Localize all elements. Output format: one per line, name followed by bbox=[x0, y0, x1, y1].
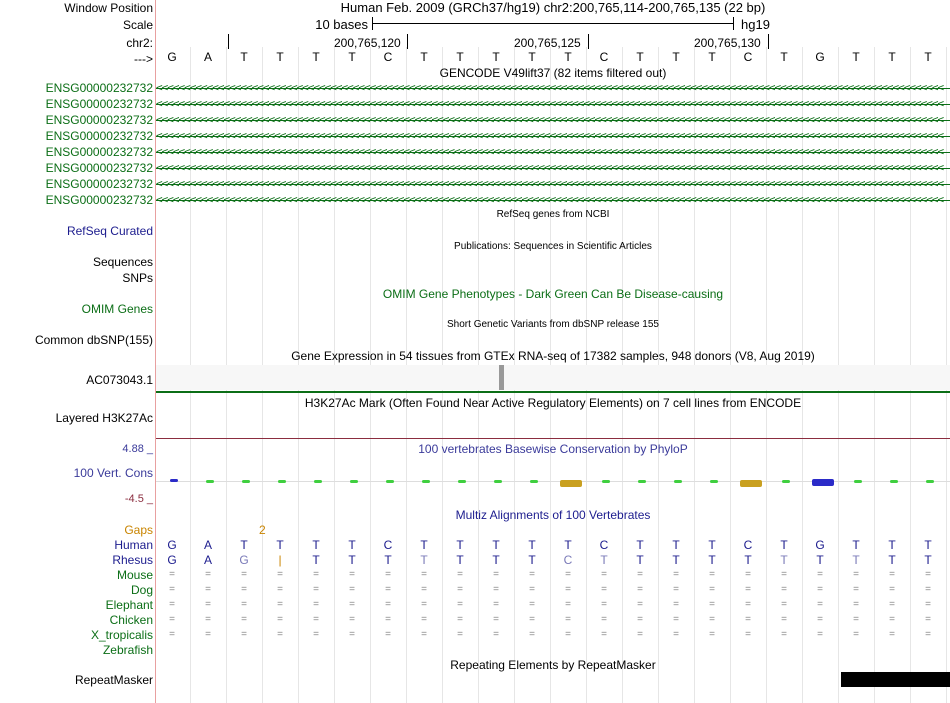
sequence-base: T bbox=[276, 50, 284, 64]
scale-label: Scale bbox=[122, 18, 153, 32]
aligned-match: = bbox=[169, 614, 175, 625]
aligned-match: = bbox=[853, 569, 859, 580]
gtex-bar[interactable] bbox=[499, 365, 504, 390]
gencode-strand-chevrons: <<<<<<<<<<<<<<<<<<<<<<<<<<<<<<<<<<<<<<<<<<<<<<<<<<<<<<<<<<<<<<<<<<<<<<<<<<<<<<<<<<<<<<<<<<<<<<<<<<<<<<<<<<<<<<<<<<<<<<<<<<<<<<<<<<<<<<<<<<<< bbox=[156, 194, 944, 206]
coord-1: 200,765,120 bbox=[334, 36, 401, 50]
phylop-score-mark bbox=[350, 480, 358, 483]
phylop-score-mark bbox=[890, 480, 898, 483]
ruler-tick bbox=[228, 34, 229, 49]
aligned-match: = bbox=[169, 569, 175, 580]
aligned-match: = bbox=[241, 569, 247, 580]
phylop-score-mark bbox=[278, 480, 286, 483]
aligned-match: = bbox=[241, 599, 247, 610]
aligned-match: = bbox=[529, 584, 535, 595]
scale-bar-right-tick bbox=[733, 17, 734, 30]
human-base: T bbox=[420, 538, 428, 552]
aligned-match: = bbox=[385, 614, 391, 625]
gencode-transcript-label[interactable]: ENSG00000232732 bbox=[45, 129, 153, 143]
sequence-base: C bbox=[599, 50, 609, 64]
phylop-score-mark bbox=[494, 480, 502, 483]
phylop-score-mark bbox=[674, 480, 682, 483]
aligned-match: = bbox=[493, 629, 499, 640]
human-base: T bbox=[780, 538, 788, 552]
aligned-match: = bbox=[277, 629, 283, 640]
aligned-match: = bbox=[313, 614, 319, 625]
species-label-human[interactable]: Human bbox=[114, 538, 153, 552]
aligned-match: = bbox=[889, 584, 895, 595]
rhesus-base: T bbox=[924, 553, 932, 567]
aligned-match: = bbox=[169, 584, 175, 595]
aligned-match: = bbox=[673, 569, 679, 580]
rhesus-base: T bbox=[744, 553, 752, 567]
h3k27ac-label[interactable]: Layered H3K27Ac bbox=[55, 411, 153, 425]
human-base: G bbox=[167, 538, 177, 552]
gtex-baseline bbox=[156, 391, 950, 393]
aligned-match: = bbox=[529, 614, 535, 625]
phylop-score-mark bbox=[602, 480, 610, 483]
aligned-match: = bbox=[817, 614, 823, 625]
gencode-strand-chevrons: <<<<<<<<<<<<<<<<<<<<<<<<<<<<<<<<<<<<<<<<<<<<<<<<<<<<<<<<<<<<<<<<<<<<<<<<<<<<<<<<<<<<<<<<<<<<<<<<<<<<<<<<<<<<<<<<<<<<<<<<<<<<<<<<<<<<<<<<<<<< bbox=[156, 114, 944, 126]
aligned-match: = bbox=[637, 569, 643, 580]
sequence-base: T bbox=[636, 50, 644, 64]
human-base: T bbox=[276, 538, 284, 552]
rhesus-base: T bbox=[420, 553, 428, 567]
aligned-match: = bbox=[853, 599, 859, 610]
sequence-base: T bbox=[672, 50, 680, 64]
human-base: T bbox=[240, 538, 248, 552]
rhesus-base: T bbox=[780, 553, 788, 567]
phylop-score-mark bbox=[422, 480, 430, 483]
gencode-transcript-label[interactable]: ENSG00000232732 bbox=[45, 81, 153, 95]
gencode-transcript-label[interactable]: ENSG00000232732 bbox=[45, 177, 153, 191]
aligned-match: = bbox=[853, 629, 859, 640]
phylop-score-mark bbox=[710, 480, 718, 483]
aligned-match: = bbox=[241, 629, 247, 640]
scale-assembly: hg19 bbox=[741, 17, 770, 32]
ruler-tick bbox=[768, 34, 769, 49]
aligned-match: = bbox=[673, 584, 679, 595]
aligned-match: = bbox=[421, 629, 427, 640]
dbsnp-label[interactable]: Common dbSNP(155) bbox=[34, 333, 153, 347]
aligned-match: = bbox=[349, 569, 355, 580]
phylop-score-mark bbox=[812, 479, 834, 486]
phylop-score-mark bbox=[242, 480, 250, 483]
strand-arrow-label: ---> bbox=[134, 52, 153, 66]
aligned-match: = bbox=[313, 599, 319, 610]
aligned-match: = bbox=[637, 599, 643, 610]
rhesus-base: T bbox=[636, 553, 644, 567]
aligned-match: = bbox=[709, 584, 715, 595]
phylop-score-mark bbox=[314, 480, 322, 483]
omim-label[interactable]: OMIM Genes bbox=[81, 302, 153, 316]
h3k27ac-baseline bbox=[156, 438, 950, 439]
aligned-match: = bbox=[457, 569, 463, 580]
phylop-max: 4.88 _ bbox=[122, 443, 153, 455]
coord-3: 200,765,130 bbox=[694, 36, 761, 50]
gencode-transcript-label[interactable]: ENSG00000232732 bbox=[45, 97, 153, 111]
gencode-transcript-label[interactable]: ENSG00000232732 bbox=[45, 113, 153, 127]
aligned-match: = bbox=[565, 614, 571, 625]
aligned-match: = bbox=[709, 614, 715, 625]
aligned-match: = bbox=[349, 584, 355, 595]
aligned-match: = bbox=[673, 614, 679, 625]
aligned-match: = bbox=[745, 629, 751, 640]
phylop-score-mark bbox=[740, 480, 762, 487]
aligned-match: = bbox=[853, 614, 859, 625]
human-base: T bbox=[924, 538, 932, 552]
repeatmasker-element[interactable] bbox=[841, 672, 950, 687]
phylop-score-mark bbox=[782, 480, 790, 483]
aligned-match: = bbox=[601, 614, 607, 625]
aligned-match: = bbox=[421, 599, 427, 610]
human-base: C bbox=[743, 538, 753, 552]
aligned-match: = bbox=[781, 584, 787, 595]
aligned-match: = bbox=[817, 569, 823, 580]
aligned-match: = bbox=[925, 614, 931, 625]
aligned-match: = bbox=[205, 569, 211, 580]
rhesus-base: T bbox=[384, 553, 392, 567]
aligned-match: = bbox=[637, 614, 643, 625]
refseq-label[interactable]: RefSeq Curated bbox=[66, 224, 153, 238]
phylop-score-mark bbox=[386, 480, 394, 483]
phylop-score-mark bbox=[854, 480, 862, 483]
aligned-match: = bbox=[385, 629, 391, 640]
human-base: T bbox=[564, 538, 572, 552]
aligned-match: = bbox=[241, 584, 247, 595]
aligned-match: = bbox=[673, 629, 679, 640]
aligned-match: = bbox=[889, 629, 895, 640]
coord-2: 200,765,125 bbox=[514, 36, 581, 50]
gencode-transcript-label[interactable]: ENSG00000232732 bbox=[45, 161, 153, 175]
publications-snps-label[interactable]: SNPs bbox=[122, 271, 153, 285]
window-position-value: Human Feb. 2009 (GRCh37/hg19) chr2:200,765,114-200,765,135 (22 bp) bbox=[340, 0, 766, 15]
aligned-match: = bbox=[925, 584, 931, 595]
human-base: T bbox=[852, 538, 860, 552]
human-base: T bbox=[492, 538, 500, 552]
aligned-match: = bbox=[493, 569, 499, 580]
human-base: T bbox=[708, 538, 716, 552]
sequence-base: T bbox=[312, 50, 320, 64]
aligned-match: = bbox=[421, 584, 427, 595]
gencode-strand-chevrons: <<<<<<<<<<<<<<<<<<<<<<<<<<<<<<<<<<<<<<<<<<<<<<<<<<<<<<<<<<<<<<<<<<<<<<<<<<<<<<<<<<<<<<<<<<<<<<<<<<<<<<<<<<<<<<<<<<<<<<<<<<<<<<<<<<<<<<<<<<<< bbox=[156, 82, 944, 94]
aligned-match: = bbox=[817, 629, 823, 640]
aligned-match: = bbox=[781, 614, 787, 625]
gtex-plot-area[interactable] bbox=[156, 365, 950, 390]
aligned-match: = bbox=[781, 629, 787, 640]
sequence-base: T bbox=[348, 50, 356, 64]
human-base: T bbox=[348, 538, 356, 552]
phylop-score-mark bbox=[638, 480, 646, 483]
publications-sequences-label[interactable]: Sequences bbox=[92, 255, 153, 269]
aligned-match: = bbox=[745, 569, 751, 580]
species-label-rhesus[interactable]: Rhesus bbox=[112, 553, 153, 567]
sequence-base: T bbox=[240, 50, 248, 64]
rhesus-base: T bbox=[816, 553, 824, 567]
phylop-min: -4.5 _ bbox=[124, 493, 153, 505]
aligned-match: = bbox=[817, 599, 823, 610]
publications-title: Publications: Sequences in Scientific Articles bbox=[454, 241, 652, 252]
aligned-match: = bbox=[889, 569, 895, 580]
aligned-match: = bbox=[457, 629, 463, 640]
sequence-base: T bbox=[888, 50, 896, 64]
gencode-strand-chevrons: <<<<<<<<<<<<<<<<<<<<<<<<<<<<<<<<<<<<<<<<<<<<<<<<<<<<<<<<<<<<<<<<<<<<<<<<<<<<<<<<<<<<<<<<<<<<<<<<<<<<<<<<<<<<<<<<<<<<<<<<<<<<<<<<<<<<<<<<<<<< bbox=[156, 98, 944, 110]
ruler-tick bbox=[588, 34, 589, 49]
species-label-mouse[interactable]: Mouse bbox=[116, 568, 153, 582]
aligned-match: = bbox=[745, 614, 751, 625]
rhesus-base: | bbox=[278, 553, 282, 567]
species-label-x_tropicalis[interactable]: X_tropicalis bbox=[90, 628, 153, 642]
aligned-match: = bbox=[169, 599, 175, 610]
aligned-match: = bbox=[493, 599, 499, 610]
sequence-base: T bbox=[456, 50, 464, 64]
aligned-match: = bbox=[601, 569, 607, 580]
aligned-match: = bbox=[205, 599, 211, 610]
rhesus-base: G bbox=[239, 553, 249, 567]
scale-bases: 10 bases bbox=[315, 17, 368, 32]
gencode-strand-chevrons: <<<<<<<<<<<<<<<<<<<<<<<<<<<<<<<<<<<<<<<<<<<<<<<<<<<<<<<<<<<<<<<<<<<<<<<<<<<<<<<<<<<<<<<<<<<<<<<<<<<<<<<<<<<<<<<<<<<<<<<<<<<<<<<<<<<<<<<<<<<< bbox=[156, 178, 944, 190]
aligned-match: = bbox=[709, 599, 715, 610]
sequence-base: T bbox=[420, 50, 428, 64]
gencode-strand-chevrons: <<<<<<<<<<<<<<<<<<<<<<<<<<<<<<<<<<<<<<<<<<<<<<<<<<<<<<<<<<<<<<<<<<<<<<<<<<<<<<<<<<<<<<<<<<<<<<<<<<<<<<<<<<<<<<<<<<<<<<<<<<<<<<<<<<<<<<<<<<<< bbox=[156, 130, 944, 142]
aligned-match: = bbox=[421, 614, 427, 625]
aligned-match: = bbox=[277, 584, 283, 595]
phylop-score-mark bbox=[926, 480, 934, 483]
phylop-score-mark bbox=[530, 480, 538, 483]
sequence-base: T bbox=[564, 50, 572, 64]
sequence-base: T bbox=[780, 50, 788, 64]
species-label-dog[interactable]: Dog bbox=[130, 583, 153, 597]
sequence-base: T bbox=[852, 50, 860, 64]
sequence-base: T bbox=[528, 50, 536, 64]
sequence-base: A bbox=[203, 50, 212, 64]
aligned-match: = bbox=[889, 599, 895, 610]
human-base: T bbox=[636, 538, 644, 552]
phylop-title: 100 vertebrates Basewise Conservation by PhyloP bbox=[418, 442, 688, 456]
sequence-base: T bbox=[924, 50, 932, 64]
aligned-match: = bbox=[529, 629, 535, 640]
phylop-label[interactable]: 100 Vert. Cons bbox=[73, 466, 153, 480]
aligned-match: = bbox=[925, 629, 931, 640]
rhesus-base: G bbox=[167, 553, 177, 567]
aligned-match: = bbox=[637, 629, 643, 640]
aligned-match: = bbox=[817, 584, 823, 595]
human-base: T bbox=[456, 538, 464, 552]
aligned-match: = bbox=[493, 584, 499, 595]
scale-bar-left-tick bbox=[372, 17, 373, 30]
human-base: T bbox=[888, 538, 896, 552]
rhesus-base: A bbox=[203, 553, 212, 567]
aligned-match: = bbox=[529, 599, 535, 610]
gencode-strand-chevrons: <<<<<<<<<<<<<<<<<<<<<<<<<<<<<<<<<<<<<<<<<<<<<<<<<<<<<<<<<<<<<<<<<<<<<<<<<<<<<<<<<<<<<<<<<<<<<<<<<<<<<<<<<<<<<<<<<<<<<<<<<<<<<<<<<<<<<<<<<<<< bbox=[156, 146, 944, 158]
rhesus-base: T bbox=[312, 553, 320, 567]
sequence-base: G bbox=[167, 50, 177, 64]
aligned-match: = bbox=[313, 569, 319, 580]
human-base: T bbox=[312, 538, 320, 552]
aligned-match: = bbox=[781, 599, 787, 610]
repeatmasker-label[interactable]: RepeatMasker bbox=[74, 673, 153, 687]
omim-title: OMIM Gene Phenotypes - Dark Green Can Be Disease-causing bbox=[382, 287, 724, 301]
aligned-match: = bbox=[529, 569, 535, 580]
sequence-base: C bbox=[383, 50, 393, 64]
aligned-match: = bbox=[205, 584, 211, 595]
aligned-match: = bbox=[457, 614, 463, 625]
aligned-match: = bbox=[925, 599, 931, 610]
h3k27ac-title: H3K27Ac Mark (Often Found Near Active Regulatory Elements) on 7 cell lines from ENCODE bbox=[304, 396, 802, 410]
dbsnp-title: Short Genetic Variants from dbSNP release 155 bbox=[447, 319, 659, 330]
aligned-match: = bbox=[565, 599, 571, 610]
aligned-match: = bbox=[349, 629, 355, 640]
gtex-label[interactable]: AC073043.1 bbox=[86, 373, 153, 387]
aligned-match: = bbox=[457, 584, 463, 595]
ruler-tick bbox=[407, 34, 408, 49]
aligned-match: = bbox=[565, 629, 571, 640]
rhesus-base: T bbox=[348, 553, 356, 567]
rhesus-base: T bbox=[672, 553, 680, 567]
gaps-label[interactable]: Gaps bbox=[124, 523, 153, 537]
aligned-match: = bbox=[673, 599, 679, 610]
rhesus-base: T bbox=[708, 553, 716, 567]
aligned-match: = bbox=[205, 629, 211, 640]
rhesus-base: T bbox=[852, 553, 860, 567]
aligned-match: = bbox=[565, 584, 571, 595]
sequence-base: G bbox=[815, 50, 825, 64]
rhesus-base: C bbox=[563, 553, 573, 567]
gencode-strand-chevrons: <<<<<<<<<<<<<<<<<<<<<<<<<<<<<<<<<<<<<<<<<<<<<<<<<<<<<<<<<<<<<<<<<<<<<<<<<<<<<<<<<<<<<<<<<<<<<<<<<<<<<<<<<<<<<<<<<<<<<<<<<<<<<<<<<<<<<<<<<<<< bbox=[156, 162, 944, 174]
phylop-score-mark bbox=[206, 480, 214, 483]
phylop-score-mark bbox=[560, 480, 582, 487]
human-base: T bbox=[528, 538, 536, 552]
aligned-match: = bbox=[277, 614, 283, 625]
aligned-match: = bbox=[313, 629, 319, 640]
aligned-match: = bbox=[889, 614, 895, 625]
aligned-match: = bbox=[205, 614, 211, 625]
sequence-base: T bbox=[492, 50, 500, 64]
gencode-transcript-label[interactable]: ENSG00000232732 bbox=[45, 193, 153, 207]
gencode-title: GENCODE V49lift37 (82 items filtered out) bbox=[439, 66, 667, 80]
chr-label: chr2: bbox=[126, 36, 153, 50]
gencode-transcript-label[interactable]: ENSG00000232732 bbox=[45, 145, 153, 159]
aligned-match: = bbox=[565, 569, 571, 580]
rhesus-base: T bbox=[456, 553, 464, 567]
phylop-score-mark bbox=[458, 480, 466, 483]
aligned-match: = bbox=[457, 599, 463, 610]
scale-bar bbox=[372, 23, 734, 24]
sequence-base: T bbox=[708, 50, 716, 64]
aligned-match: = bbox=[709, 629, 715, 640]
gap-count: 2 bbox=[259, 523, 266, 537]
refseq-title: RefSeq genes from NCBI bbox=[496, 209, 610, 220]
aligned-match: = bbox=[385, 599, 391, 610]
aligned-match: = bbox=[925, 569, 931, 580]
aligned-match: = bbox=[313, 584, 319, 595]
rhesus-base: T bbox=[600, 553, 608, 567]
aligned-match: = bbox=[493, 614, 499, 625]
aligned-match: = bbox=[385, 569, 391, 580]
window-position-label: Window Position bbox=[64, 1, 153, 15]
human-base: C bbox=[599, 538, 609, 552]
human-base: T bbox=[672, 538, 680, 552]
rhesus-base: T bbox=[492, 553, 500, 567]
aligned-match: = bbox=[781, 569, 787, 580]
aligned-match: = bbox=[349, 599, 355, 610]
aligned-match: = bbox=[853, 584, 859, 595]
rhesus-base: T bbox=[528, 553, 536, 567]
sequence-base: C bbox=[743, 50, 753, 64]
human-base: A bbox=[203, 538, 212, 552]
aligned-match: = bbox=[709, 569, 715, 580]
repeatmasker-title: Repeating Elements by RepeatMasker bbox=[450, 658, 656, 672]
aligned-match: = bbox=[241, 614, 247, 625]
aligned-match: = bbox=[277, 569, 283, 580]
rhesus-base: T bbox=[888, 553, 896, 567]
species-label-chicken[interactable]: Chicken bbox=[109, 613, 153, 627]
aligned-match: = bbox=[277, 599, 283, 610]
aligned-match: = bbox=[601, 584, 607, 595]
aligned-match: = bbox=[745, 599, 751, 610]
aligned-match: = bbox=[601, 629, 607, 640]
species-label-elephant[interactable]: Elephant bbox=[105, 598, 153, 612]
phylop-score-mark bbox=[170, 479, 178, 482]
multiz-title: Multiz Alignments of 100 Vertebrates bbox=[455, 508, 651, 522]
aligned-match: = bbox=[745, 584, 751, 595]
aligned-match: = bbox=[421, 569, 427, 580]
aligned-match: = bbox=[169, 629, 175, 640]
gtex-title: Gene Expression in 54 tissues from GTEx RNA-seq of 17382 samples, 948 donors (V8, Aug 2019) bbox=[291, 349, 815, 363]
human-base: C bbox=[383, 538, 393, 552]
aligned-match: = bbox=[385, 584, 391, 595]
species-label-zebrafish[interactable]: Zebrafish bbox=[102, 643, 153, 657]
human-base: G bbox=[815, 538, 825, 552]
aligned-match: = bbox=[601, 599, 607, 610]
aligned-match: = bbox=[349, 614, 355, 625]
aligned-match: = bbox=[637, 584, 643, 595]
